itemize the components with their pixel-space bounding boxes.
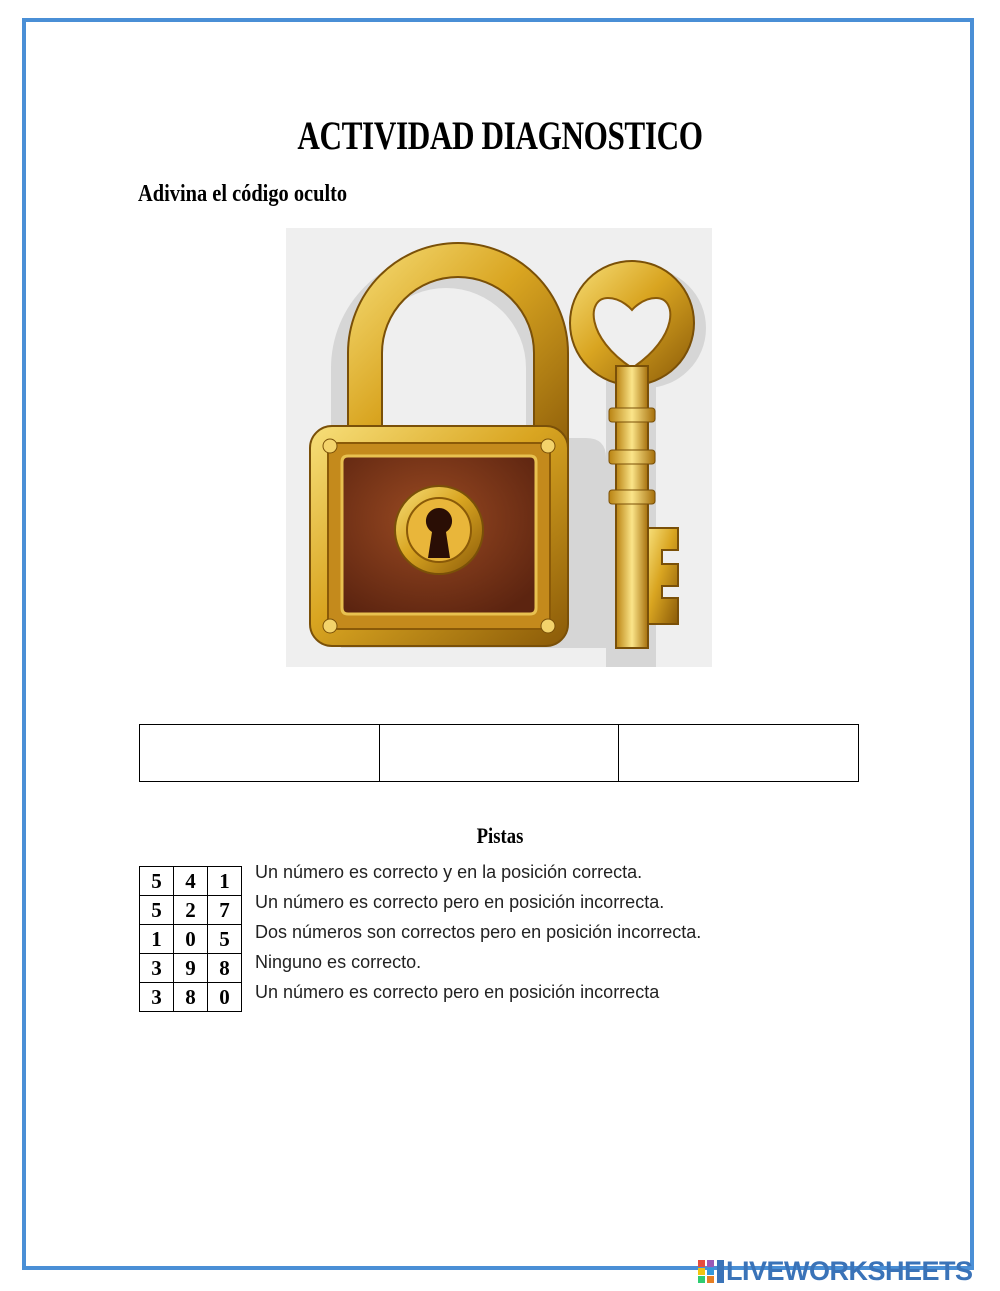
- padlock-and-key-illustration: [286, 228, 712, 667]
- clue-text: Ninguno es correcto.: [255, 952, 422, 972]
- clue-row: [140, 954, 242, 983]
- clue-digit: 7: [208, 896, 242, 925]
- clue-text: Un número es correcto pero en posición incorrecta: [255, 982, 660, 1002]
- clue-text: Un número es correcto pero en posición incorrecta.: [255, 892, 665, 912]
- clue-row: [140, 867, 242, 896]
- answer-code-table: [139, 724, 859, 782]
- answer-input-1[interactable]: [140, 725, 379, 781]
- clue-row: [140, 896, 242, 925]
- clue-digit: 0: [174, 925, 208, 954]
- clue-digit: 4: [174, 867, 208, 896]
- clue-digit: 8: [174, 983, 208, 1012]
- liveworksheets-logo-icon: [697, 1257, 725, 1285]
- clue-digit: 0: [208, 983, 242, 1012]
- clue-digit: 5: [208, 925, 242, 954]
- clue-digit: 8: [208, 954, 242, 983]
- clue-digit: 3: [140, 983, 174, 1012]
- clue-digit: 9: [174, 954, 208, 983]
- clue-digits-table: [139, 866, 242, 1012]
- answer-cell-3[interactable]: [619, 725, 859, 782]
- clue-digit: 1: [208, 867, 242, 896]
- clue-digit: 3: [140, 954, 174, 983]
- clue-text: Dos números son correctos pero en posición incorrecta.: [255, 922, 702, 942]
- answer-cell-1[interactable]: [140, 725, 380, 782]
- answer-input-2[interactable]: [380, 725, 619, 781]
- clue-row: [140, 983, 242, 1012]
- lock-body-shape: [310, 426, 568, 646]
- clue-digit: 5: [140, 896, 174, 925]
- answer-input-3[interactable]: [619, 725, 858, 781]
- brand-watermark: [697, 1257, 973, 1285]
- clue-digit: 2: [174, 896, 208, 925]
- page-subtitle: Adivina el código oculto: [138, 181, 348, 207]
- clue-digit: 1: [140, 925, 174, 954]
- answer-cell-2[interactable]: [379, 725, 619, 782]
- clue-digit: 5: [140, 867, 174, 896]
- clue-text: Un número es correcto y en la posición correcta.: [255, 862, 643, 882]
- clues-heading: Pistas: [476, 823, 524, 848]
- brand-name: LIVEWORKSHEETS: [726, 1255, 973, 1286]
- page-title: ACTIVIDAD DIAGNOSTICO: [297, 113, 703, 158]
- clue-row: [140, 925, 242, 954]
